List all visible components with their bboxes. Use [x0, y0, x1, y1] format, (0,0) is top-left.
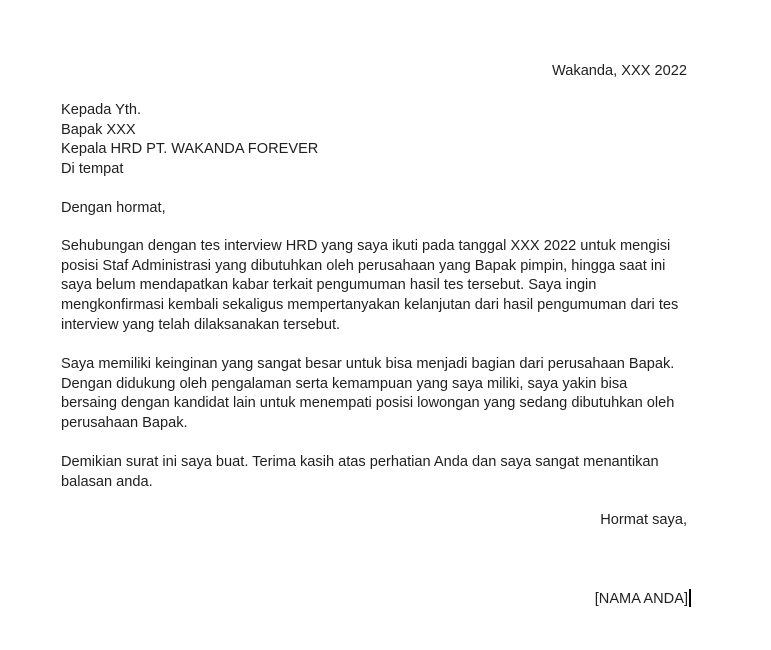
- paragraph-3-line: Demikian surat ini saya buat. Terima kasih atas perhatian Anda dan saya sangat menantikan: [61, 454, 659, 470]
- paragraph-1-line: saya belum mendapatkan kabar terkait pengumuman hasil tes tersebut. Saya ingin: [61, 277, 597, 294]
- paragraph-2-line: bersaing dengan kandidat lain untuk menempati posisi lowongan yang sedang dibutuhkan oleh: [61, 395, 675, 412]
- signature-block[interactable]: [595, 589, 691, 609]
- recipient-line-1: Kepada Yth.: [61, 102, 142, 118]
- paragraph-2-line: Dengan didukung oleh pengalaman serta kemampuan yang saya miliki, saya yakin bisa: [61, 375, 628, 392]
- paragraph-1-line: Sehubungan dengan tes interview HRD yang saya ikuti pada tanggal XXX 2022 untuk mengisi: [61, 238, 671, 254]
- text-cursor: [689, 589, 691, 607]
- paragraph-1-line: mengkonfirmasi kembali sekaligus mempertanyakan kelanjutan dari hasil pengumuman dari tes: [61, 297, 679, 314]
- paragraph-2: [61, 355, 701, 434]
- paragraph-1: [61, 237, 701, 336]
- recipient-line-3: Kepala HRD PT. WAKANDA FOREVER: [61, 141, 319, 158]
- paragraph-1-line: posisi Staf Administrasi yang dibutuhkan oleh perusahaan yang Bapak pimpin, hingga saat ini: [61, 257, 666, 274]
- paragraph-2-line: Saya memiliki keinginan yang sangat besar untuk bisa menjadi bagian dari perusahaan Bapak.: [61, 356, 675, 372]
- paragraph-3-line: balasan anda.: [61, 473, 153, 490]
- letter-date: Wakanda, XXX 2022: [552, 63, 687, 79]
- signature-name: [NAMA ANDA]: [594, 591, 688, 607]
- closing-text: Hormat saya,: [600, 512, 687, 528]
- paragraph-2-line: perusahaan Bapak.: [61, 415, 188, 432]
- paragraph-3: [61, 453, 701, 492]
- recipient-block: [61, 101, 318, 180]
- paragraph-1-line: interview yang telah dilaksanakan tersebut.: [61, 316, 341, 333]
- recipient-line-2: Bapak XXX: [61, 121, 136, 138]
- recipient-line-4: Di tempat: [61, 161, 124, 178]
- salutation: Dengan hormat,: [61, 200, 166, 216]
